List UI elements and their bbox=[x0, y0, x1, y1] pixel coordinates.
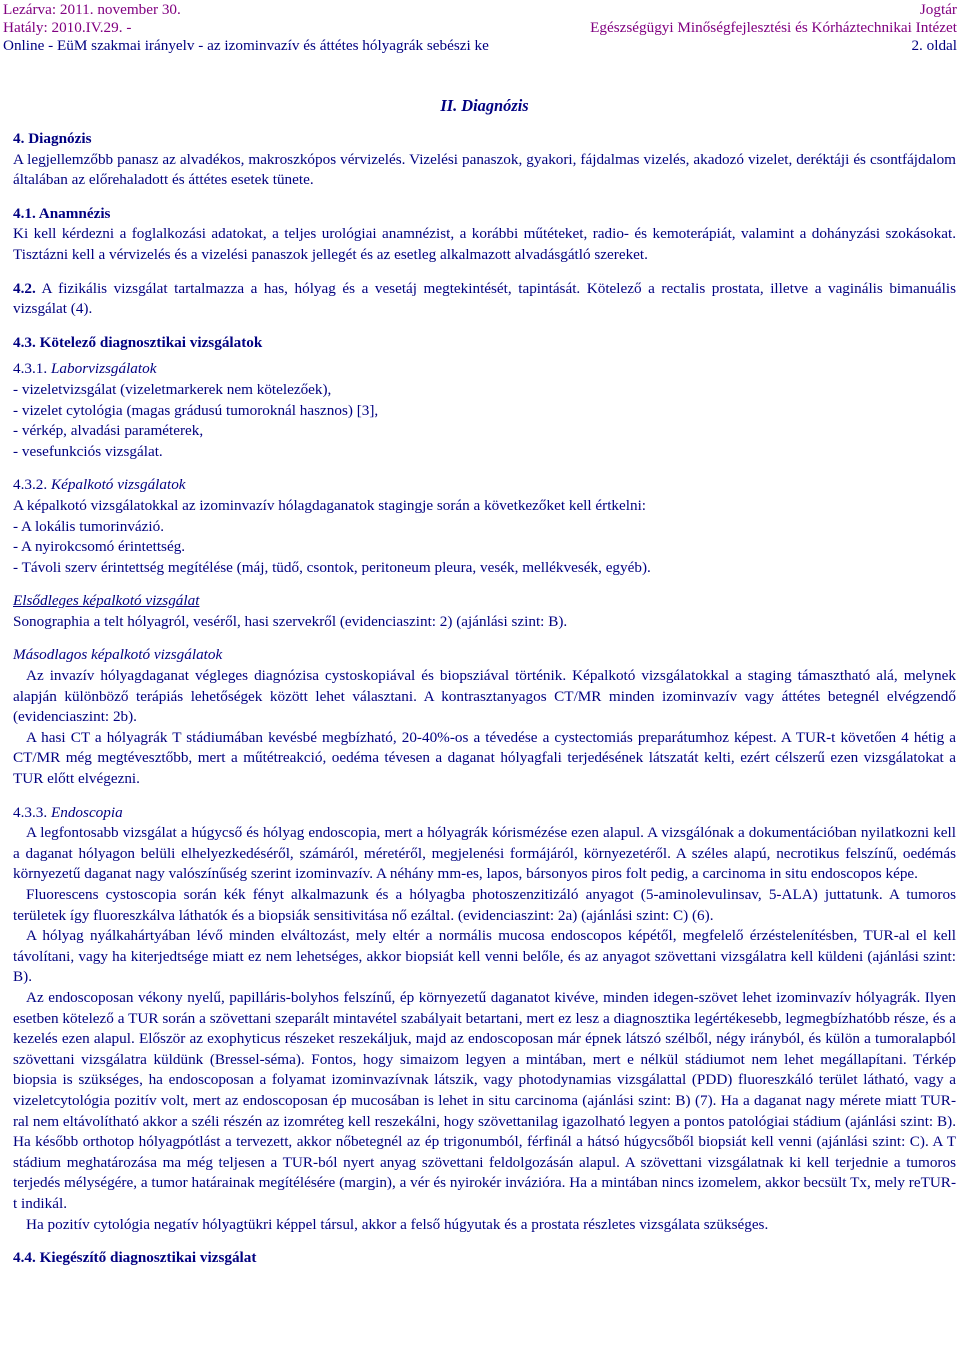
institute-name: Egészségügyi Minőségfejlesztési és Kórháztechnikai Intézet bbox=[590, 19, 957, 36]
heading-4-3-1-title: Laborvizsgálatok bbox=[50, 360, 157, 378]
document-body bbox=[13, 93, 956, 1269]
heading-4-2-number: 4.2. bbox=[13, 279, 36, 297]
heading-4-4 bbox=[13, 1248, 956, 1269]
imaging-item: - A nyirokcsomó érintettség. bbox=[13, 538, 186, 556]
heading-4-4-title: Kiegészítő diagnosztikai vizsgálat bbox=[39, 1249, 257, 1267]
header-row-3 bbox=[0, 37, 960, 55]
header-row-1 bbox=[0, 1, 960, 19]
heading-4-3-title: Kötelező diagnosztikai vizsgálatok bbox=[39, 333, 263, 351]
imaging-item: - A lokális tumorinvázió. bbox=[13, 517, 165, 535]
section-title: II. Diagnózis bbox=[440, 96, 529, 115]
endoscopy-paragraph: A legfontosabb vizsgálat a húgycső és hólyag endoscopia, mert a hólyagrák kórismézése ezen alapul. A vizsgálónak a dokumentációban nyilatkozni kell a daganat hólyagon belüli elhelyezkedéséről, számáról, méretéről, megjelenési formájáról, környezetéről. A széles alapú, necrotikus felszínű, oedémás környezetű daganat nagy valószínűség szerint izominvazív. A néhány mm-es, lapos, bársonyos piros folt pedig, a carcinoma in situ endoscopos képe. bbox=[13, 824, 956, 883]
heading-4-3-number: 4.3. bbox=[13, 333, 36, 351]
endoscopy-paragraph: Az endoscoposan vékony nyelű, papilláris-bolyhos felszínű, ép környezetű daganatot kivéve, minden idegen-szövet lehet izominvazív hólyagrák. Ilyen esetben kötelező a TUR során a szövettani szeparált mintavétel szabályait betartani, mert ez lesz a diagnosztika legértékesebb, legmegbízhatóbb része, és a kezelés ezen alapul. Először az exophyticus részeket reszekáljuk, majd az endoscoposan már épnek látszó szélből, négy irányból, és külön a tumoralapból szövettani vizsgálatra küldünk (Bressel-séma). Fontos, hogy simaizom legyen a mintában, mert e nélkül stádiumot nem lehet megállapítani. Térkép biopsia is szükséges, ha endoscoposan a folyamat izominvazívnak látszik, vagy photodynamias vizsgálattal (PDD) fluoreszkáló terület látható, vagy a vizeletcytológia pozitív volt, mert az endoscoposan ép mucosában is lehet in situ carcinoma (ajánlási szint: B) (7). Ha a daganat nagy mérete miatt TUR-ral nem eltávolítható akkor a széli részén az izomréteg kell reszekálni, hogy szövettanilag igazolható legyen a pontos patológiai stádium (ajánlási szint: B). Ha később orthotop hólyagpótlást a tervezett, akkor nőbetegnél az ép trigonumból, férfinál a hátsó húgycsőből biopsiát kell venni (ajánlási szint: C). A T stádium meghatározása ma még teljesen a TUR-ból nyert anyag szövettani feldolgozásán alapul. A szövettani vizsgálatnak ki kell terjednie a tumoros terjedés mélységére, a tumor határainak megítélésére (margin), a vér és nyirokér invázióra. Ha a mintában nincs izomelem, akkor becsült Tx, mely reTUR-t indikál. bbox=[13, 988, 956, 1212]
paragraph-4-3-2: A képalkotó vizsgálatokkal az izominvazív hólagdaganatok stagingje során a következőket kell értkelni: bbox=[13, 496, 647, 514]
labor-item: - vérkép, alvadási paraméterek, bbox=[13, 422, 204, 440]
page-number: 2. oldal bbox=[911, 37, 957, 54]
paragraph-4-2 bbox=[13, 279, 956, 320]
heading-4-3 bbox=[13, 333, 956, 354]
paragraph-4: A legjellemzőbb panasz az alvadékos, makroszkópos vérvizelés. Vizelési panaszok, gyakori, fájdalmas vizelés, akadozó vizelet, deréktáji és csontfájdalom általában az előrehaladott és áttétes esetek tünete. bbox=[13, 150, 956, 189]
endoscopy-paragraph: Ha pozitív cytológia negatív hólyagtükri képpel társul, akkor a felső húgyutak és a prostata részletes vizsgálata szükséges. bbox=[26, 1215, 769, 1233]
labor-item: - vesefunkciós vizsgálat. bbox=[13, 442, 163, 460]
heading-4-3-2 bbox=[13, 475, 956, 496]
secondary-imaging-paragraph: Az invazív hólyagdaganat végleges diagnózisa cystoskopiával és biopsziával történik. Képalkotó vizsgálatokkal a staging támasztható alá, melynek alapján különböző terápiás lehetőségek között lehet választani. A kontrasztanyagos CT/MR minden izominvazív vagy áttétes betegnél elvégzendő (evidenciaszint: 2b). bbox=[13, 667, 956, 726]
heading-4-3-1-number: 4.3.1. bbox=[13, 360, 48, 378]
secondary-imaging-title: Másodlagos képalkotó vizsgálatok bbox=[13, 646, 223, 664]
labor-item: - vizelet cytológia (magas grádusú tumoroknál hasznos) [3], bbox=[13, 401, 379, 419]
heading-4-3-1 bbox=[13, 359, 956, 380]
heading-4-1-number: 4.1. bbox=[13, 204, 36, 222]
heading-4-3-3-title: Endoscopia bbox=[50, 803, 123, 821]
heading-4-1 bbox=[13, 204, 956, 225]
heading-4-3-2-title: Képalkotó vizsgálatok bbox=[50, 476, 186, 494]
heading-4-3-3 bbox=[13, 803, 956, 824]
heading-4-4-number: 4.4. bbox=[13, 1249, 36, 1267]
endoscopy-paragraph: A hólyag nyálkahártyában lévő minden elváltozást, mely eltér a normális mucosa endoscopos képétől, megfelelő érzéstelenítésben, TUR-al el kell távolítani, vagy ha kiterjedtsége miatt ez nem lehetséges, akkor biopsiát kell venni belőle, és az anyagot szövettani vizsgálatra kell küldeni (ajánlási szint: B). bbox=[13, 927, 956, 986]
closed-date: Lezárva: 2011. november 30. bbox=[3, 1, 181, 18]
heading-4-3-3-number: 4.3.3. bbox=[13, 803, 48, 821]
imaging-item: - Távoli szerv érintettség megítélése (máj, tüdő, csontok, peritoneum pleura, vesék, mellékvesék, egyéb). bbox=[13, 558, 651, 576]
primary-imaging-text: Sonographia a telt hólyagról, veséről, hasi szervekről (evidenciaszint: 2) (ajánlási szint: B). bbox=[13, 612, 568, 630]
header-row-2 bbox=[0, 19, 960, 37]
publisher-name: Jogtár bbox=[919, 1, 957, 18]
heading-4-3-2-number: 4.3.2. bbox=[13, 476, 48, 494]
secondary-imaging-paragraph: A hasi CT a hólyagrák T stádiumában kevésbé megbízható, 20-40%-os a tévedése a cystectomiás preparátumhoz képest. A TUR-t követően 4 hétig a CT/MR még megtévesztőbb, mert a műtétreakció, oedéma tévesen a daganat hólyagfali terjedésének látszatát kelti, ezért célszerű ezen vizsgálatokat a TUR előtt elvégezni. bbox=[13, 728, 956, 788]
effective-date: Hatály: 2010.IV.29. - bbox=[3, 19, 132, 36]
document-title: Online - EüM szakmai irányelv - az izominvazív és áttétes hólyagrák sebészi ke bbox=[3, 37, 489, 54]
heading-4-1-title: Anamnézis bbox=[38, 204, 111, 222]
heading-4: 4. Diagnózis bbox=[13, 130, 92, 147]
endoscopy-paragraph: Fluorescens cystoscopia során kék fényt alkalmazunk és a hólyagba photoszenzitizáló anyagot (5-aminolevulinsav, 5-ALA) juttatunk. A tumoros területek így fluoreszkálva láthatók és a biopsiák sensitivitása nő ezáltal. (evidenciaszint: 2a) (ajánlási szint: C) (6). bbox=[13, 886, 956, 924]
paragraph-4-2-text: A fizikális vizsgálat tartalmazza a has, hólyag és a vesetáj megtekintését, tapintását. Kötelező a rectalis prostata, illetve a vaginális bimanuális vizsgálat (4). bbox=[13, 279, 956, 318]
labor-item: - vizeletvizsgálat (vizeletmarkerek nem kötelezőek), bbox=[13, 380, 332, 398]
paragraph-4-1: Ki kell kérdezni a foglalkozási adatokat, a teljes urológiai anamnézist, a korábbi műtéteket, radio- és kemoterápiát, valamint a dohányzási szokásokat. Tisztázni kell a vérvizelés és a vizelési panaszok jellegét és az esetleg alkalmazott alvadásgátló szereket. bbox=[13, 225, 956, 263]
primary-imaging-title: Elsődleges képalkotó vizsgálat bbox=[13, 592, 200, 610]
